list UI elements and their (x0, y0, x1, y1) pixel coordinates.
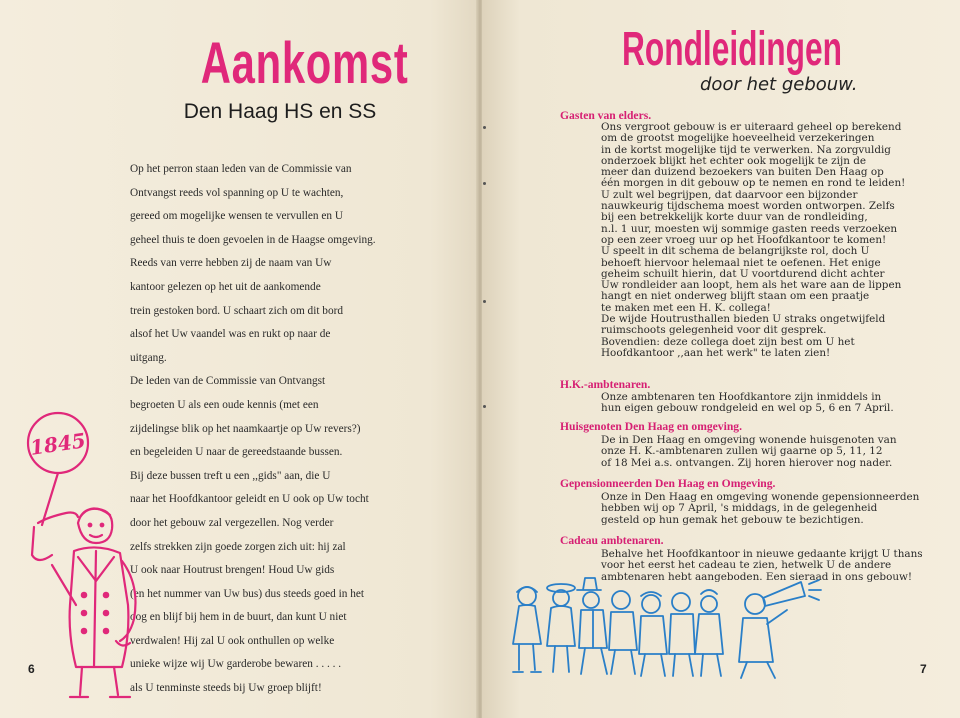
text-line: voor het eerst het cadeau te zien, hetwelk U de andere (601, 559, 892, 572)
text-line: alsof het Uw vaandel was en rukt op naar de (130, 328, 331, 341)
text-line: trein gestoken bord. U schaart zich om dit bord (130, 304, 344, 317)
text-line: Ons vergroot gebouw is er uiteraard geheel op berekend (601, 121, 902, 133)
page-number-right: 7 (920, 662, 927, 676)
page-title-rondleidingen: Rondleidingen (622, 23, 842, 76)
text-line: zijdelingse blik op het naamkaartje op Uw revers?) (130, 422, 361, 435)
text-line: nauwkeurig tijdschema moest worden ontworpen. Zelfs (601, 200, 895, 213)
text-line: verdwalen! Hij zal U ook onthullen op welke (130, 634, 335, 647)
guide-with-sign-illustration (18, 405, 168, 705)
margin-mark (483, 182, 486, 185)
text-line: Reeds van verre hebben zij de naam van Uw (130, 257, 332, 270)
text-line: Bovendien: deze collega doet zijn best om U het (601, 335, 855, 348)
text-line: De leden van de Commissie van Ontvangst (130, 375, 326, 388)
text-line: Ontvangst reeds vol spanning op U te wachten, (130, 186, 344, 199)
section-heading-cadeau: Cadeau ambtenaren. (560, 534, 664, 547)
text-line: in de kortst mogelijke tijd te verwerken. Na zorgvuldig (601, 143, 891, 156)
page-subtitle-den-haag: Den Haag HS en SS (183, 100, 377, 123)
text-line: gesteld op hun gemak het gebouw te bezichtigen. (601, 513, 864, 526)
text-line: Bij deze bussen treft u een ,,gids" aan, die U (130, 469, 331, 482)
section-body-gasten (601, 122, 921, 359)
section-heading-gasten: Gasten van elders. (560, 109, 652, 122)
section-heading-gepensionneerden: Gepensionneerden Den Haag en Omgeving. (560, 477, 776, 490)
sign-year: 1845 (28, 428, 88, 460)
margin-mark (483, 126, 486, 129)
text-line: en begeleiden U naar de gereedstaande bussen. (130, 446, 343, 459)
text-line: De in Den Haag en omgeving wonende huisgenoten van (601, 434, 897, 446)
text-line: geheel thuis te doen gevoelen in de Haagse omgeving. (130, 233, 376, 246)
page-subtitle-door-het-gebouw: door het gebouw. (700, 74, 858, 95)
margin-mark (483, 300, 486, 303)
text-line: hebben wij op 7 April, 's middags, in de gelegenheid (601, 502, 878, 515)
section-heading-hk-ambtenaren: H.K.-ambtenaren. (560, 378, 651, 391)
arrival-text (130, 158, 420, 701)
text-line: (en het nummer van Uw bus) dus steeds goed in het (130, 587, 365, 600)
text-line: om de grootst mogelijke hoeveelheid verzekeringen (601, 132, 875, 145)
text-line: oog en blijf bij hem in de buurt, dan kunt U niet (130, 611, 347, 624)
text-line: behoeft hiervoor helemaal niet te oefenen. Het enige (601, 256, 881, 269)
text-line: Onze in Den Haag en omgeving wonende gepensionneerden (601, 491, 920, 503)
section-body-hk-ambtenaren (601, 392, 921, 415)
page-title-aankomst: Aankomst (200, 31, 409, 96)
text-line: zelfs strekken zijn goede zorgen zich uit: hij zal (130, 540, 346, 553)
visitors-group-illustration (505, 574, 835, 684)
text-line: gereed om mogelijke wensen te vervullen en U (130, 210, 343, 223)
text-line: naar het Hoofdkantoor geleidt en U ook op Uw tocht (130, 493, 369, 506)
text-line: n.l. 1 uur, moesten wij sommige gasten reeds verzoeken (601, 222, 898, 235)
text-line: als U tenminste steeds bij Uw groep blijft! (130, 682, 322, 695)
left-page (0, 0, 478, 718)
text-line: te maken met een H. K. collega! (601, 301, 771, 314)
text-line: Hoofdkantoor ,,aan het werk" te laten zien! (601, 346, 831, 359)
text-line: unieke wijze wij Uw garderobe bewaren . . . . . (130, 658, 342, 671)
text-line: De wijde Houtrusthallen bieden U straks ongetwijfeld (601, 313, 886, 326)
text-line: U ook naar Houtrust brengen! Houd Uw gids (130, 564, 335, 577)
text-line: U zult wel begrijpen, dat daarvoor een bijzonder (601, 188, 858, 201)
text-line: één morgen in dit gebouw op te nemen en rond te leiden! (601, 177, 906, 190)
margin-mark (483, 405, 486, 408)
text-line: op een zeer vroeg uur op het Hoofdkantoor te komen! (601, 233, 887, 246)
text-line: bij een betrekkelijk korte duur van de rondleiding, (601, 211, 868, 224)
section-body-gepensionneerden (601, 492, 921, 526)
text-line: meer dan duizend bezoekers van buiten Den Haag op (601, 166, 884, 179)
section-body-huisgenoten (601, 435, 921, 469)
text-line: Onze ambtenaren ten Hoofdkantore zijn inmiddels in (601, 391, 882, 403)
text-line: hun eigen gebouw rondgeleid en wel op 5, 6 en 7 April. (601, 402, 894, 415)
text-line: U speelt in dit schema de belangrijkste rol, doch U (601, 245, 870, 258)
text-line: onze H. K.-ambtenaren zullen wij gaarne op 5, 11, 12 (601, 445, 883, 458)
text-line: onderzoek blijkt het echter ook mogelijk te zijn de (601, 154, 866, 167)
text-line: hangt en niet onderweg blijft staan om een praatje (601, 290, 870, 303)
text-line: geheim schuilt hierin, dat U voortdurend dicht achter (601, 267, 885, 280)
section-heading-huisgenoten: Huisgenoten Den Haag en omgeving. (560, 420, 742, 433)
text-line: door het gebouw zal vergezellen. Nog verder (130, 516, 334, 529)
page-number-left: 6 (28, 662, 35, 676)
text-line: uitgang. (130, 351, 167, 364)
text-line: Behalve het Hoofdkantoor in nieuwe gedaante krijgt U thans (601, 548, 923, 560)
text-line: kantoor gelezen op het uit de aankomende (130, 280, 321, 293)
text-line: Uw rondleider aan loopt, hem als het ware aan de lippen (601, 279, 902, 292)
text-line: ruimschoots gelegenheid voor dit gesprek. (601, 324, 827, 337)
text-line: Op het perron staan leden van de Commissie van (130, 163, 352, 175)
text-line: ambtenaren hebt aangeboden. Een sieraad in ons gebouw! (601, 570, 913, 583)
text-line: of 18 Mei a.s. ontvangen. Zij horen hierover nog nader. (601, 456, 893, 469)
text-line: begroeten U als een oude kennis (met een (130, 398, 319, 411)
